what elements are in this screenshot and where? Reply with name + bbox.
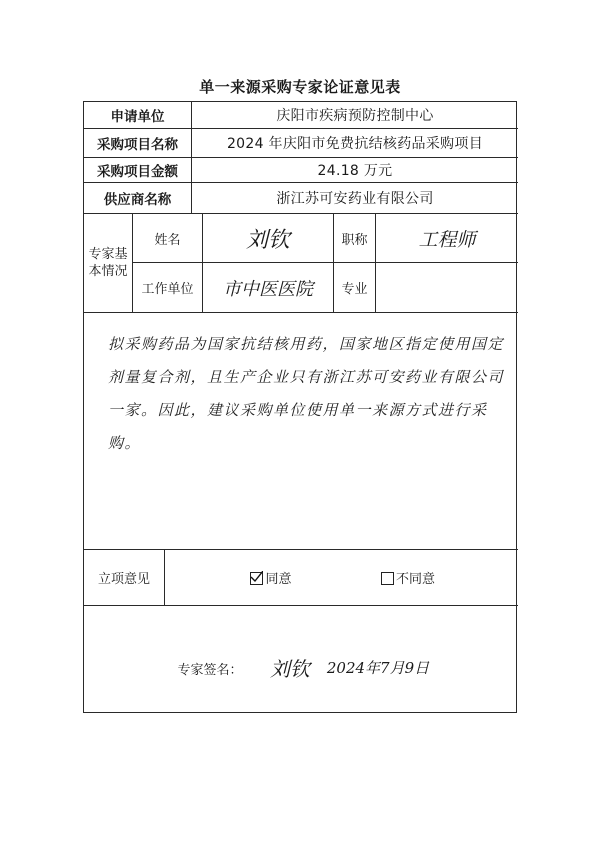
- specialty-label: 专业: [341, 282, 368, 297]
- applicant-label: 申请单位: [110, 109, 165, 125]
- expert-title-label: 职称: [341, 232, 368, 248]
- agree-checkbox[interactable]: [250, 572, 263, 585]
- disagree-label: 不同意: [395, 572, 435, 587]
- disagree-checkbox[interactable]: [381, 572, 394, 585]
- supplier-label: 供应商名称: [103, 192, 172, 208]
- agree-label: 同意: [265, 572, 292, 587]
- signature-date: 2024年7月9日: [326, 658, 430, 677]
- project-name-value: 2024 年庆阳市免费抗结核药品采购项目: [226, 136, 484, 152]
- workplace-handwritten: 市中医医院: [223, 278, 313, 300]
- approval-label: 立项意见: [97, 572, 150, 587]
- expert-name-handwritten: 刘钦: [245, 227, 290, 253]
- expert-section-label: 专家基本情况: [88, 247, 128, 279]
- disagree-option[interactable]: [368, 550, 448, 605]
- supplier-value: 浙江苏可安药业有限公司: [276, 191, 434, 207]
- expert-name-label: 姓名: [154, 232, 181, 248]
- signature-label: 专家签名：: [177, 662, 243, 678]
- agree-option[interactable]: [241, 550, 301, 605]
- expert-opinion-form: [83, 101, 517, 713]
- project-amount-value: 24.18 万元: [317, 163, 393, 179]
- signature-handwritten: 刘钦: [270, 656, 310, 681]
- form-title: 单一来源采购专家论证意见表: [199, 78, 401, 96]
- specialty-value: [376, 263, 518, 312]
- workplace-label: 工作单位: [141, 282, 194, 297]
- expert-title-handwritten: 工程师: [418, 228, 476, 251]
- opinion-handwritten-text: 拟采购药品为国家抗结核用药，国家地区指定使用国定剂量复合剂，且生产企业只有浙江苏可安药业有限公司一家。因此，建议采购单位使用单一来源方式进行采购。: [108, 335, 505, 452]
- applicant-value: 庆阳市疾病预防控制中心: [276, 108, 434, 124]
- check-mark-icon: [250, 571, 263, 584]
- project-amount-label: 采购项目金额: [97, 164, 178, 180]
- project-name-label: 采购项目名称: [97, 137, 178, 153]
